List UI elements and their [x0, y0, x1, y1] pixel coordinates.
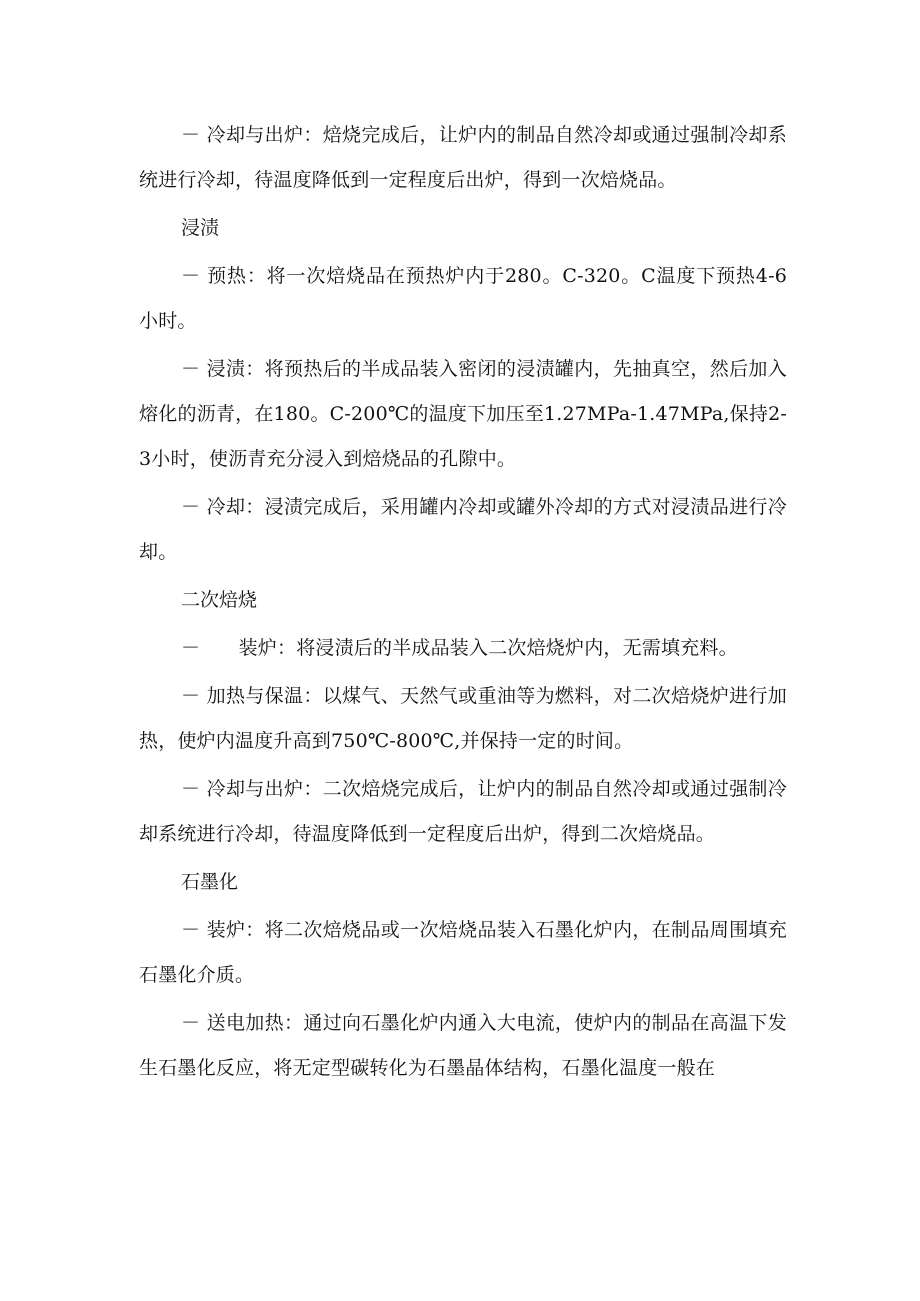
section-heading-second-baking: 二次焙烧	[181, 589, 258, 611]
paragraph-furnace-loading: － 装炉：将浸渍后的半成品装入二次焙烧炉内，无需填充料。	[181, 637, 738, 659]
document-body	[139, 113, 787, 1091]
section-heading-graphitization: 石墨化	[181, 871, 239, 893]
paragraph-heating-holding: － 加热与保温：以煤气、天然气或重油等为燃料，对二次焙烧炉进行加热，使炉内温度升高到750℃-800℃,并保持一定的时间。	[139, 685, 787, 752]
paragraph-cooling-discharge-1: － 冷却与出炉：焙烧完成后，让炉内的制品自然冷却或通过强制冷却系统进行冷却，待温度降低到一定程度后出炉，得到一次焙烧品。	[139, 124, 787, 191]
paragraph-impregnation: － 浸渍：将预热后的半成品装入密闭的浸渍罐内，先抽真空，然后加入熔化的沥青，在180。C-200℃的温度下加压至1.27MPa-1.47MPa,保持2-3小时，使沥青充分浸入到焙烧品的孔隙中。	[139, 358, 787, 470]
paragraph-cooling: － 冷却：浸渍完成后，采用罐内冷却或罐外冷却的方式对浸渍品进行冷却。	[139, 496, 787, 563]
paragraph-graphite-loading: － 装炉：将二次焙烧品或一次焙烧品装入石墨化炉内，在制品周围填充石墨化介质。	[139, 919, 787, 986]
paragraph-power-heating: － 送电加热：通过向石墨化炉内通入大电流，使炉内的制品在高温下发生石墨化反应，将无定型碳转化为石墨晶体结构，石墨化温度一般在	[139, 1012, 787, 1079]
paragraph-cooling-discharge-2: － 冷却与出炉：二次焙烧完成后，让炉内的制品自然冷却或通过强制冷却系统进行冷却，待温度降低到一定程度后出炉，得到二次焙烧品。	[139, 778, 787, 845]
section-heading-impregnation: 浸渍	[181, 217, 220, 239]
paragraph-preheat: － 预热：将一次焙烧品在预热炉内于280。C-320。C温度下预热4-6小时。	[139, 265, 787, 332]
